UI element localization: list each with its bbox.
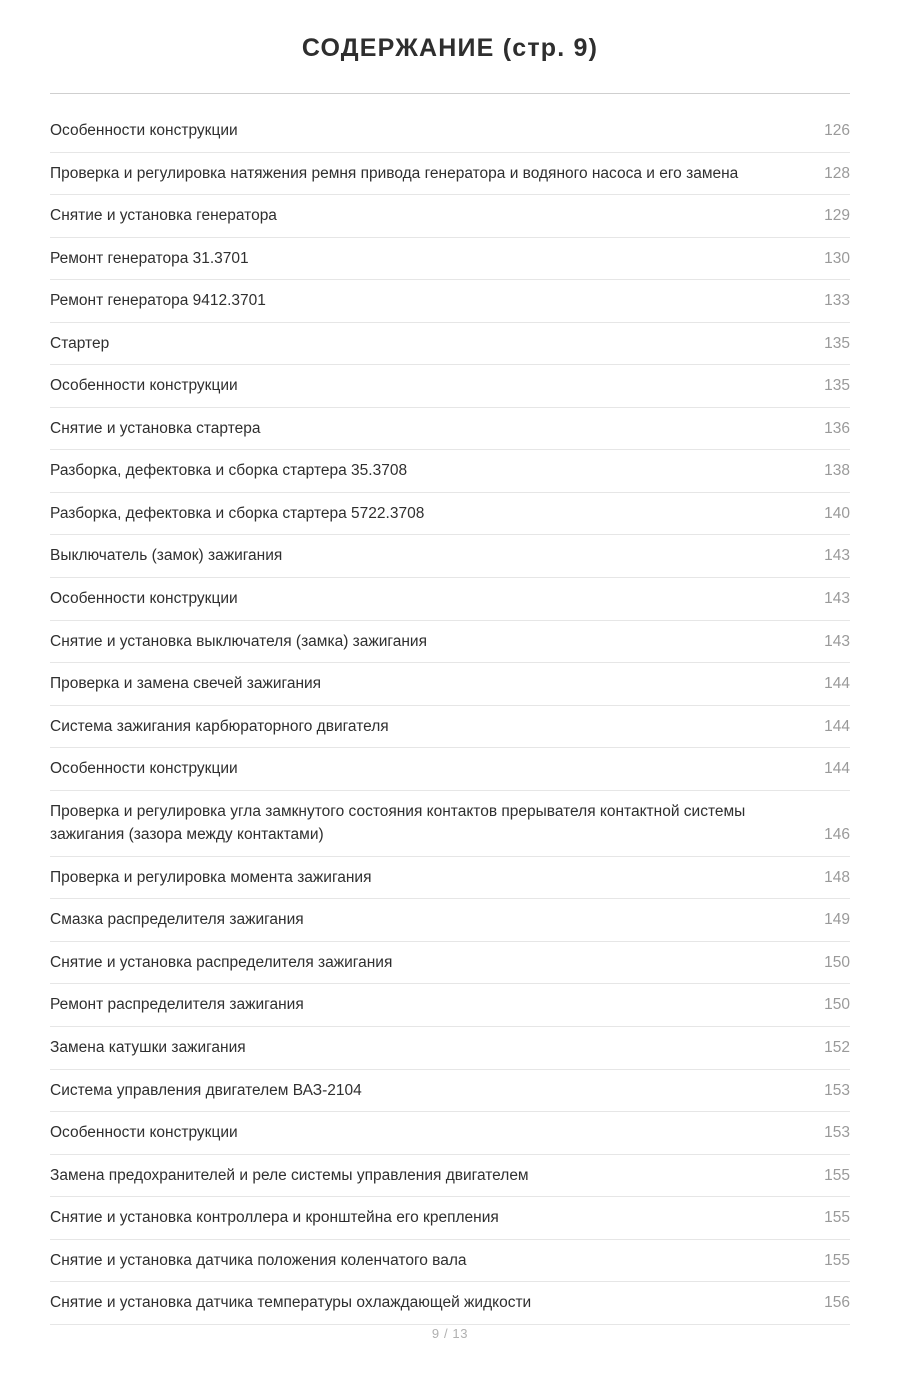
toc-entry-page-number: 144 bbox=[824, 717, 850, 735]
toc-entry-label: Особенности конструкции bbox=[50, 760, 238, 778]
toc-entry-page-number: 150 bbox=[824, 953, 850, 971]
toc-entry-page-number: 143 bbox=[824, 632, 850, 650]
toc-entry-page-number: 138 bbox=[824, 462, 850, 480]
document-header bbox=[50, 0, 850, 94]
toc-entry[interactable] bbox=[50, 195, 850, 238]
toc-entry-page-number: 126 bbox=[824, 122, 850, 139]
toc-entry-page-number: 144 bbox=[824, 760, 850, 778]
toc-entry-label: Снятие и установка выключателя (замка) зажигания bbox=[50, 632, 427, 650]
toc-entry-label: Выключатель (замок) зажигания bbox=[50, 547, 283, 565]
toc-entry[interactable] bbox=[50, 578, 850, 621]
toc-entry-label: Ремонт генератора 9412.3701 bbox=[50, 292, 266, 310]
toc-entry-page-number: 148 bbox=[824, 868, 850, 886]
toc-entry-page-number: 146 bbox=[824, 826, 850, 844]
toc-entry-label: Ремонт распределителя зажигания bbox=[50, 996, 304, 1014]
toc-entry-page-number: 135 bbox=[824, 377, 850, 395]
toc-entry-label: Снятие и установка стартера bbox=[50, 419, 261, 437]
header-divider bbox=[50, 93, 850, 94]
toc-entry-page-number: 133 bbox=[824, 292, 850, 310]
toc-entry-label: Особенности конструкции bbox=[50, 377, 238, 395]
toc-entry-label: Снятие и установка генератора bbox=[50, 207, 277, 225]
toc-entry[interactable] bbox=[50, 493, 850, 536]
toc-entry[interactable] bbox=[50, 450, 850, 493]
toc-entry[interactable] bbox=[50, 1240, 850, 1283]
toc-entry[interactable] bbox=[50, 111, 850, 153]
toc-entry-page-number: 140 bbox=[824, 504, 850, 522]
toc-entry[interactable] bbox=[50, 535, 850, 578]
toc-entry-label: Замена катушки зажигания bbox=[50, 1039, 246, 1057]
page-indicator: 9 / 13 bbox=[431, 1325, 469, 1341]
toc-entry-page-number: 155 bbox=[824, 1166, 850, 1184]
toc-entry[interactable] bbox=[50, 748, 850, 791]
toc-entry-label: Проверка и замена свечей зажигания bbox=[50, 675, 322, 693]
toc-entry-page-number: 143 bbox=[824, 547, 850, 565]
toc-entry[interactable] bbox=[50, 1155, 850, 1198]
toc-entry[interactable] bbox=[50, 791, 850, 857]
toc-entry-label: Снятие и установка датчика положения коленчатого вала bbox=[50, 1251, 467, 1269]
toc-entry-page-number: 155 bbox=[824, 1209, 850, 1227]
toc-entry-label: Смазка распределителя зажигания bbox=[50, 911, 304, 929]
toc-entry-label: Ремонт генератора 31.3701 bbox=[50, 249, 249, 267]
toc-entry-label: Система управления двигателем ВАЗ-2104 bbox=[50, 1081, 362, 1099]
toc-entry[interactable] bbox=[50, 365, 850, 408]
toc-entry-page-number: 150 bbox=[824, 996, 850, 1014]
toc-entry[interactable] bbox=[50, 621, 850, 664]
toc-entry-page-number: 130 bbox=[824, 249, 850, 267]
toc-entry-page-number: 149 bbox=[824, 911, 850, 929]
toc-entry-label: Разборка, дефектовка и сборка стартера 5722.3708 bbox=[50, 504, 425, 522]
toc-entry-label: Стартер bbox=[50, 334, 110, 352]
toc-entry[interactable] bbox=[50, 706, 850, 749]
toc-entry[interactable] bbox=[50, 323, 850, 366]
toc-entry-page-number: 156 bbox=[824, 1294, 850, 1312]
document-footer bbox=[50, 1325, 850, 1387]
toc-entry-label: Особенности конструкции bbox=[50, 590, 238, 608]
table-of-contents bbox=[50, 111, 850, 1325]
toc-entry-label: Замена предохранителей и реле системы управления двигателем bbox=[50, 1166, 529, 1184]
toc-entry-page-number: 155 bbox=[824, 1251, 850, 1269]
toc-entry-label: Снятие и установка датчика температуры охлаждающей жидкости bbox=[50, 1294, 532, 1312]
toc-entry-page-number: 153 bbox=[824, 1081, 850, 1099]
toc-entry-page-number: 136 bbox=[824, 419, 850, 437]
toc-entry-label: Проверка и регулировка момента зажигания bbox=[50, 868, 372, 886]
toc-entry-label: Особенности конструкции bbox=[50, 1124, 238, 1142]
toc-entry[interactable] bbox=[50, 857, 850, 900]
toc-entry-label: Система зажигания карбюраторного двигателя bbox=[50, 717, 389, 735]
toc-entry[interactable] bbox=[50, 663, 850, 706]
toc-entry[interactable] bbox=[50, 1070, 850, 1113]
toc-entry[interactable] bbox=[50, 942, 850, 985]
toc-entry[interactable] bbox=[50, 1027, 850, 1070]
toc-entry-page-number: 152 bbox=[824, 1039, 850, 1057]
toc-entry-page-number: 153 bbox=[824, 1124, 850, 1142]
toc-entry[interactable] bbox=[50, 408, 850, 451]
toc-entry-label: Проверка и регулировка угла замкнутого состояния контактов прерывателя контактной системы зажигания (зазора между контактами) bbox=[50, 802, 746, 844]
toc-entry[interactable] bbox=[50, 280, 850, 323]
toc-entry-label: Снятие и установка контроллера и кронштейна его крепления bbox=[50, 1209, 499, 1227]
toc-entry[interactable] bbox=[50, 984, 850, 1027]
toc-entry-label: Особенности конструкции bbox=[50, 122, 238, 139]
toc-entry-label: Разборка, дефектовка и сборка стартера 35.3708 bbox=[50, 462, 408, 480]
toc-entry-page-number: 143 bbox=[824, 590, 850, 608]
toc-entry[interactable] bbox=[50, 899, 850, 942]
toc-entry[interactable] bbox=[50, 153, 850, 196]
toc-entry[interactable] bbox=[50, 1282, 850, 1325]
page-title: СОДЕРЖАНИЕ (стр. 9) bbox=[301, 34, 599, 62]
toc-entry[interactable] bbox=[50, 1112, 850, 1155]
toc-entry[interactable] bbox=[50, 238, 850, 281]
toc-entry-page-number: 135 bbox=[824, 334, 850, 352]
toc-entry-page-number: 128 bbox=[824, 164, 850, 182]
toc-entry-label: Проверка и регулировка натяжения ремня привода генератора и водяного насоса и его замена bbox=[50, 164, 739, 182]
toc-entry-page-number: 144 bbox=[824, 675, 850, 693]
toc-entry-page-number: 129 bbox=[824, 207, 850, 225]
toc-entry[interactable] bbox=[50, 1197, 850, 1240]
toc-entry-label: Снятие и установка распределителя зажигания bbox=[50, 953, 393, 971]
